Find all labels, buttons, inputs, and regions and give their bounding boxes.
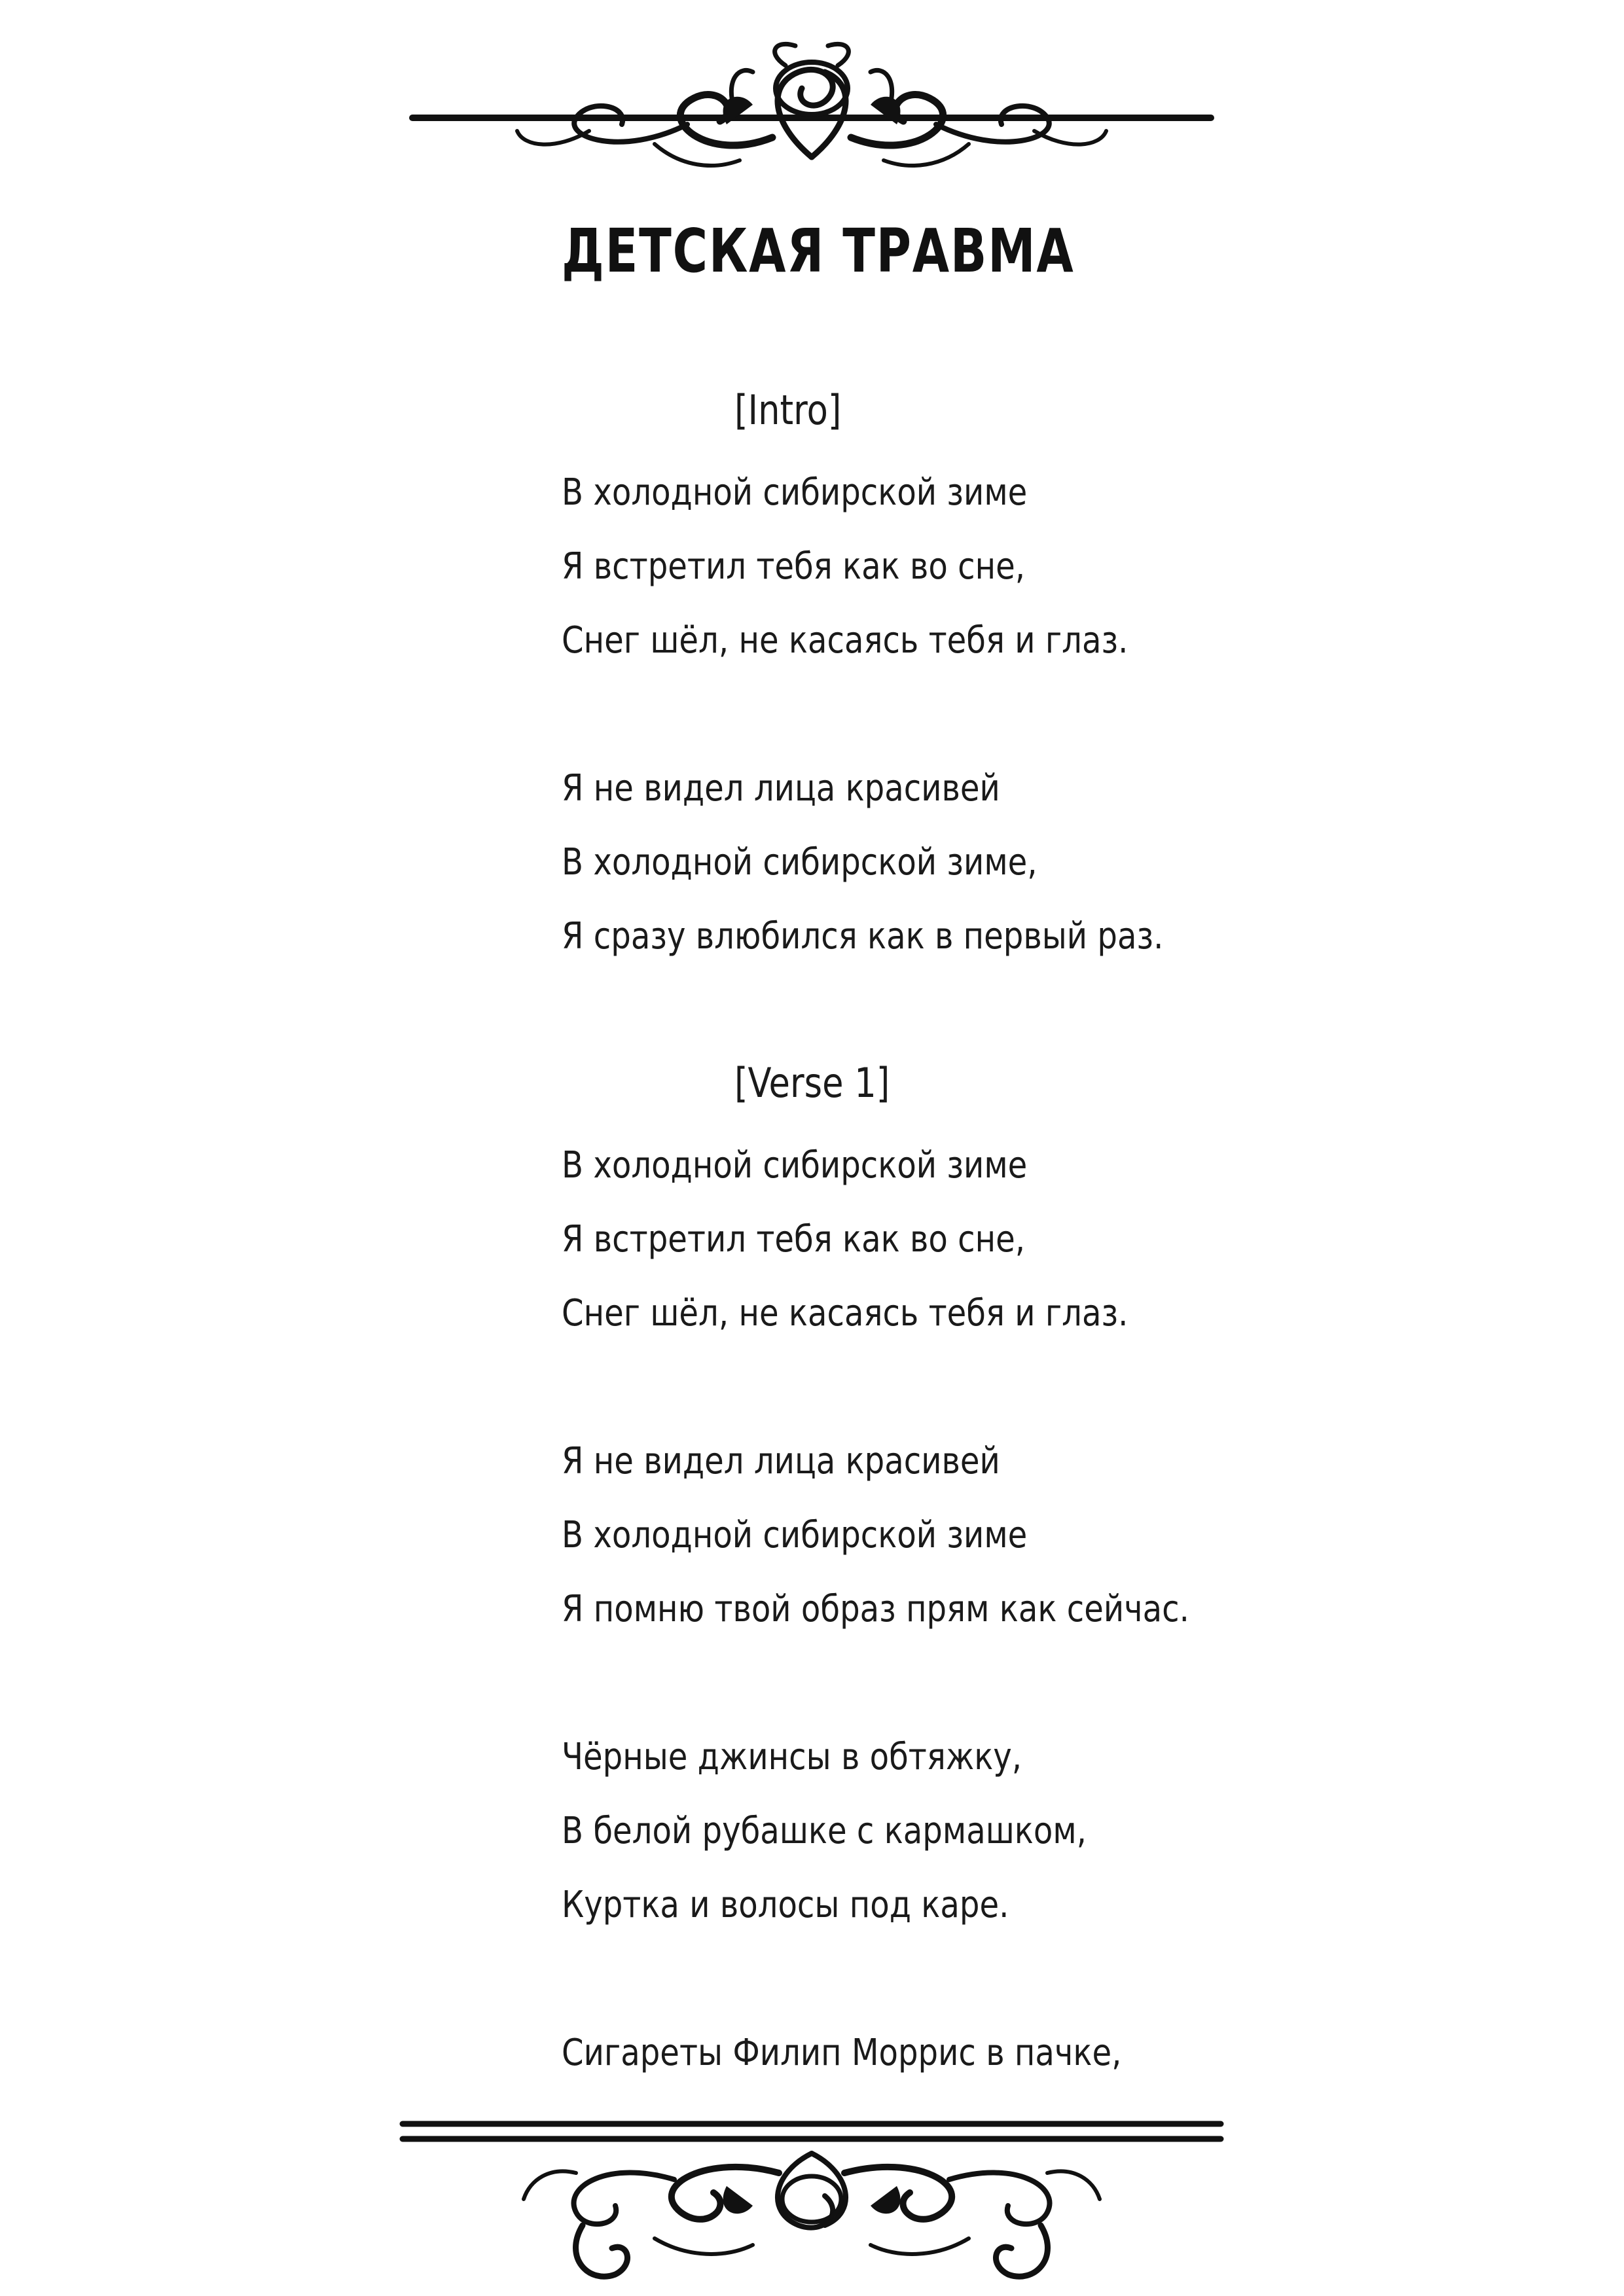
- lyric-line: Чёрные джинсы в обтяжку,: [562, 1736, 1022, 1778]
- lyric-line: Куртка и волосы под каре.: [562, 1884, 1009, 1926]
- lyric-line: В белой рубашке с кармашком,: [562, 1810, 1087, 1852]
- bottom-ornament: [0, 2101, 1624, 2291]
- lyric-line: Я не видел лица красивей: [562, 1440, 1000, 1482]
- lyric-line: Я встретил тебя как во сне,: [562, 545, 1026, 588]
- section-label: [Intro]: [734, 386, 842, 434]
- lyric-line: Я сразу влюбился как в первый раз.: [562, 915, 1164, 958]
- lyric-line: Снег шёл, не касаясь тебя и глаз.: [562, 1292, 1128, 1335]
- song-title: ДЕТСКАЯ ТРАВМА: [562, 216, 1075, 286]
- lyric-line: Сигареты Филип Моррис в пачке,: [562, 2032, 1122, 2074]
- lyric-line: Снег шёл, не касаясь тебя и глаз.: [562, 619, 1128, 662]
- lyric-line: Я не видел лица красивей: [562, 767, 1000, 810]
- lyric-line: Я встретил тебя как во сне,: [562, 1218, 1026, 1261]
- lyric-line: В холодной сибирской зиме: [562, 1144, 1028, 1187]
- lyric-line: В холодной сибирской зиме: [562, 1514, 1028, 1556]
- lyric-line: В холодной сибирской зиме: [562, 471, 1028, 514]
- lyric-line: Я помню твой образ прям как сейчас.: [562, 1588, 1189, 1630]
- lyric-line: В холодной сибирской зиме,: [562, 841, 1038, 884]
- section-label: [Verse 1]: [734, 1059, 890, 1107]
- top-ornament: [0, 26, 1624, 183]
